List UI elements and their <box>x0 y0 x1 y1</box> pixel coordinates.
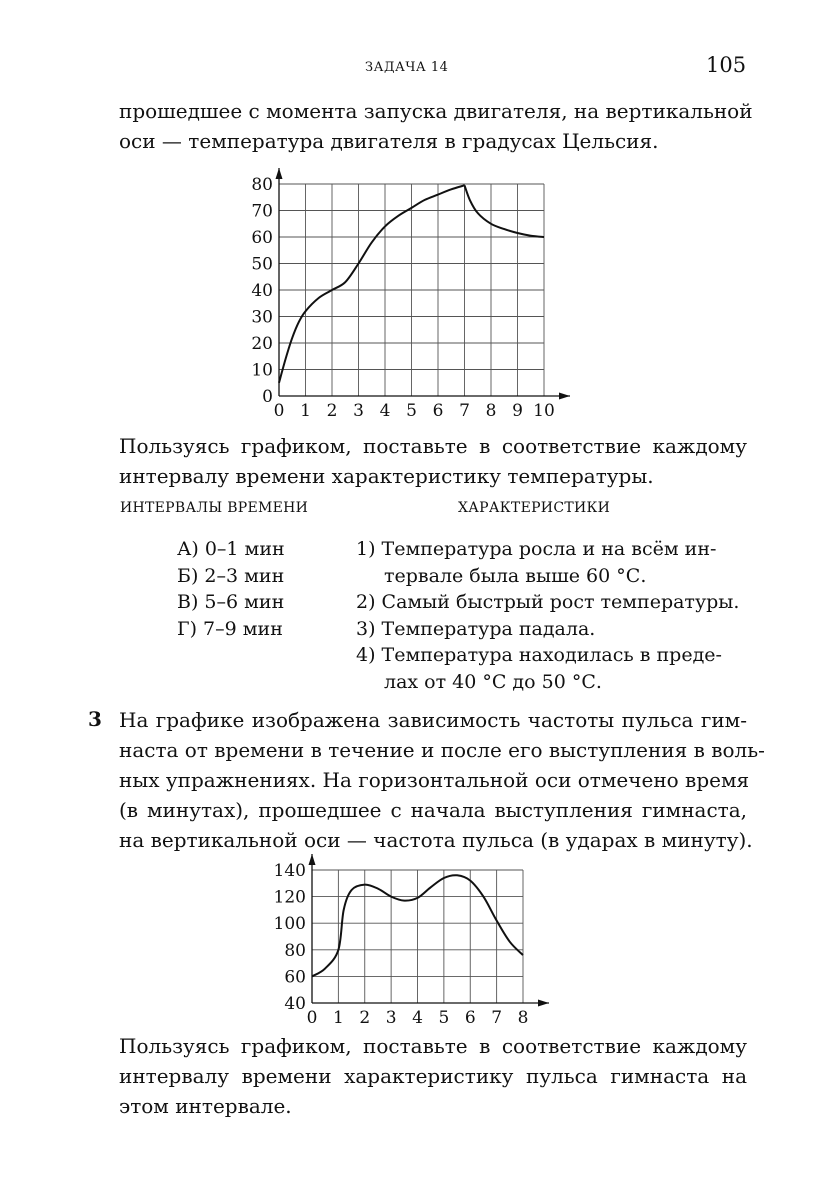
intervals-header: ИНТЕРВАЛЫ ВРЕМЕНИ <box>120 500 309 516</box>
text-line: На графике изображена зависимость частоты пульса гим- <box>119 708 747 732</box>
text-line: наста от времени в течение и после его выступления в воль- <box>119 738 765 762</box>
text-line: интервалу времени характеристику пульса гимнаста на <box>119 1064 747 1088</box>
x-tick-label: 3 <box>385 1008 397 1028</box>
y-tick-label: 60 <box>251 227 273 248</box>
series-line <box>465 185 545 237</box>
list-item: В) 5–6 мин <box>177 591 285 613</box>
list-item: 1) Температура росла и на всём ин- <box>356 538 717 560</box>
y-tick-label: 10 <box>251 360 273 381</box>
x-tick-label: 8 <box>517 1008 529 1028</box>
page-number: 105 <box>706 53 747 77</box>
list-item: 3) Температура падала. <box>356 617 596 640</box>
x-tick-label: 4 <box>412 1008 423 1028</box>
x-tick-label: 9 <box>512 401 523 421</box>
list-item: Г) 7–9 мин <box>177 617 283 640</box>
x-axis-arrow-icon <box>559 393 570 400</box>
y-tick-label: 50 <box>251 254 273 275</box>
x-tick-label: 6 <box>432 401 444 421</box>
x-tick-label: 2 <box>326 401 338 421</box>
list-item: 2) Самый быстрый рост температуры. <box>356 591 740 613</box>
task3-paragraph <box>119 705 765 855</box>
text-line: этом интервале. <box>119 1094 292 1118</box>
x-tick-label: 5 <box>438 1008 450 1028</box>
y-axis-arrow-icon <box>309 854 316 865</box>
task3-instruction <box>119 1031 747 1121</box>
running-header-title: ЗАДАЧА 14 <box>365 60 449 75</box>
x-tick-label: 0 <box>306 1008 318 1028</box>
x-tick-label: 10 <box>533 401 555 421</box>
list-item: 4) Температура находилась в преде- <box>356 644 722 666</box>
x-tick-label: 7 <box>491 1008 503 1028</box>
task-number: 3 <box>88 707 102 731</box>
series-line <box>279 185 465 382</box>
text-line: (в минутах), прошедшее с начала выступления гимнаста, <box>119 798 747 822</box>
y-tick-label: 40 <box>251 280 273 301</box>
x-tick-label: 3 <box>353 401 364 421</box>
y-tick-label: 100 <box>273 914 306 935</box>
text-line: ных упражнениях. На горизонтальной оси отмечено время <box>119 768 750 792</box>
x-tick-label: 6 <box>464 1008 476 1028</box>
text-line: Пользуясь графиком, поставьте в соответствие каждому <box>119 1034 747 1058</box>
x-tick-label: 2 <box>359 1008 371 1028</box>
intervals-list <box>177 536 285 642</box>
characteristics-header: ХАРАКТЕРИСТИКИ <box>458 500 611 516</box>
text-line: оси — температура двигателя в градусах Цельсия. <box>119 129 659 153</box>
y-tick-label: 60 <box>284 967 306 988</box>
y-tick-label: 120 <box>273 887 306 908</box>
y-tick-label: 80 <box>251 174 273 195</box>
x-tick-label: 0 <box>273 401 285 421</box>
x-axis-arrow-icon <box>538 1000 549 1007</box>
list-item: А) 0–1 мин <box>177 538 285 560</box>
x-tick-label: 5 <box>406 401 417 421</box>
list-item-continuation: лах от 40 °С до 50 °С. <box>384 670 602 693</box>
list-item: Б) 2–3 мин <box>177 564 285 587</box>
y-axis-arrow-icon <box>276 168 283 179</box>
y-tick-label: 70 <box>251 201 273 222</box>
x-tick-label: 8 <box>485 401 497 421</box>
y-tick-label: 40 <box>284 993 306 1014</box>
text-line: прошедшее с момента запуска двигателя, на вертикальной <box>119 99 753 123</box>
y-tick-label: 20 <box>251 333 273 354</box>
characteristics-list <box>356 536 739 695</box>
text-line: Пользуясь графиком, поставьте в соответствие каждому <box>119 434 747 458</box>
task1-instruction <box>119 431 747 491</box>
list-item-continuation: тервале была выше 60 °С. <box>384 564 647 587</box>
y-tick-label: 30 <box>251 307 273 328</box>
intro-paragraph <box>119 96 753 156</box>
y-tick-label: 80 <box>284 940 306 961</box>
y-tick-label: 140 <box>273 860 306 881</box>
x-tick-label: 1 <box>332 1008 344 1028</box>
x-tick-label: 1 <box>300 401 311 421</box>
text-line: на вертикальной оси — частота пульса (в ударах в минуту). <box>119 828 753 852</box>
x-tick-label: 7 <box>459 401 470 421</box>
x-tick-label: 4 <box>379 401 391 421</box>
temperature-chart <box>235 160 595 422</box>
text-line: интервалу времени характеристику температуры. <box>119 464 654 488</box>
y-tick-label: 0 <box>262 386 273 407</box>
pulse-chart <box>262 848 562 1036</box>
